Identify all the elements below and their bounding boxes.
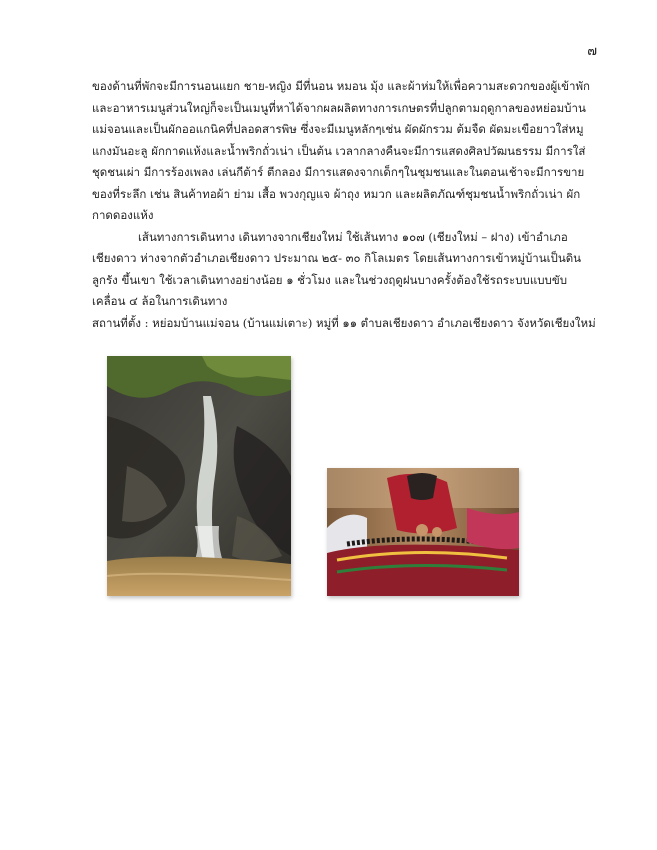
paragraph-location: สถานที่ตั้ง : หย่อมบ้านแม่จอน (บ้านแม่เตาะ) หมู่ที่ ๑๑ ตำบลเชียงดาว อำเภอเชียงดาว จังหวัดเชียงใหม่ xyxy=(92,315,596,330)
paragraph-route: เส้นทางการเดินทาง เดินทางจากเชียงใหม่ ใช้เส้นทาง ๑๐๗ (เชียงใหม่ – ฝาง) เข้าอำเภอเชียงดาว ห่างจากตัวอำเภอเชียงดาว ประมาณ ๒๕- ๓๐ กิโลเมตร โดยเส้นทางการเข้าหมู่บ้านเป็นดินลูกรัง ขึ้นเขา ใช้เวลาเดินทางอย่างน้อย ๑ ชั่วโมง และในช่วงฤดูฝนบางครั้งต้องใช้รถระบบแบบขับเคลื่อน ๔ ล้อในการเดินทาง xyxy=(92,229,582,308)
body-text xyxy=(92,76,600,334)
page-number: ๗ xyxy=(587,44,597,59)
market-photo xyxy=(327,468,519,596)
paragraph-accommodation: ของด้านที่พักจะมีการนอนแยก ชาย-หญิง มีที่นอน หมอน มุ้ง และผ้าห่มให้เพื่อความสะดวกของผู้เข้าพัก และอาหารเมนูส่วนใหญ่ก็จะเป็นเมนูที่หาได้จากผลผลิตทางการเกษตรที่ปลูกตามฤดูกาลของหย่อมบ้านแม่จอนและเป็นผักออแกนิคที่ปลอดสารพิษ ซึ่งจะมีเมนูหลักๆเช่น ผัดผักรวม ต้มจืด ผัดมะเขือยาวใส่หมู แกงมันอะลู ผักกาดแห้งและน้ำพริกถั่วเน่า เป็นต้น เวลากลางคืนจะมีการแสดงศิลปวัฒนธรรม มีการใส่ชุดชนเผ่า มีการร้องเพลง เล่นกีต้าร์ ตีกลอง มีการแสดงจากเด็กๆในชุมชนและในตอนเช้าจะมีการขายของที่ระลึก เช่น สินค้าทอผ้า ย่าม เสื้อ พวงกุญแจ ผ้าถุง หมวก และผลิตภัณฑ์ชุมชนน้ำพริกถั่วเน่า ผักกาดดองแห้ง xyxy=(92,79,590,222)
waterfall-photo xyxy=(107,356,291,596)
